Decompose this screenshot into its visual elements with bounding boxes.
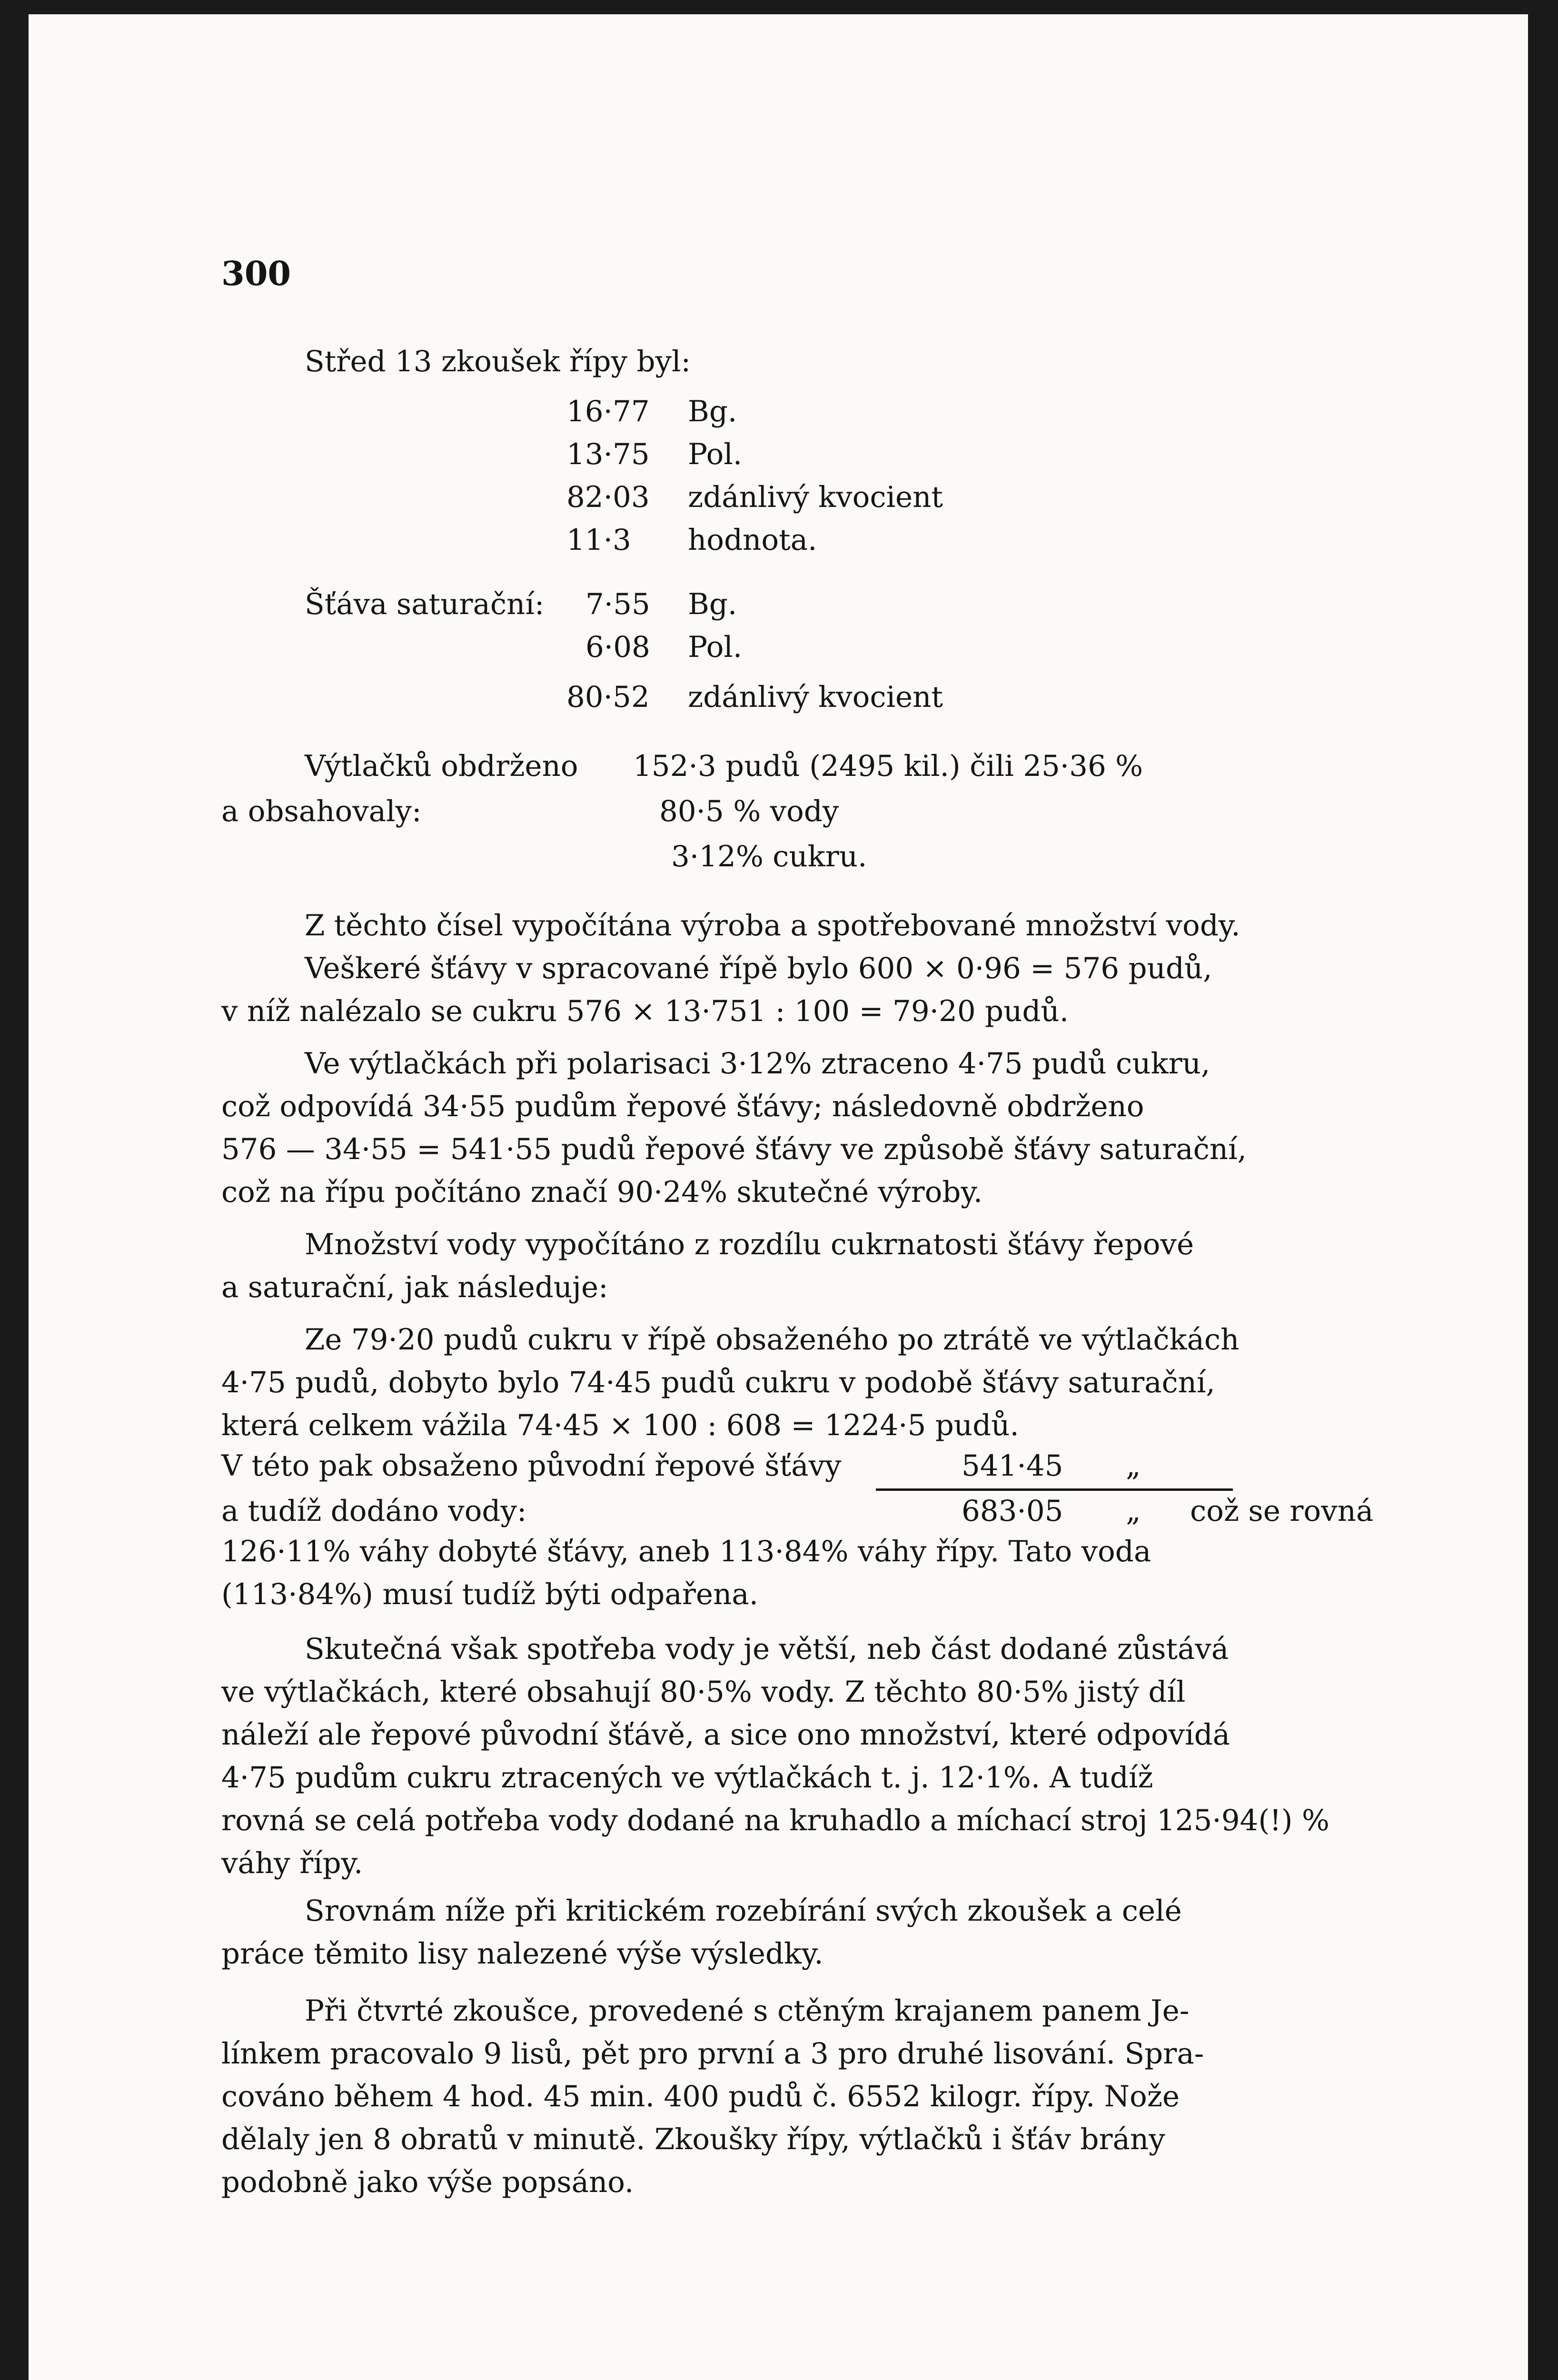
book-page xyxy=(29,14,1528,2380)
saturation-value: 7·55 xyxy=(585,587,650,621)
sample-label: Pol. xyxy=(688,437,743,471)
sample-summary-heading: Střed 13 zkoušek řípy byl: xyxy=(305,345,691,378)
saturation-value: 80·52 xyxy=(566,680,650,714)
press-cakes-label: Výtlačků obdrženo xyxy=(305,749,578,783)
sample-label: hodnota. xyxy=(688,523,817,557)
sample-label: zdánlivý kvocient xyxy=(688,480,943,514)
text-line: Množství vody vypočítáno z rozdílu cukrnatosti šťávy řepové xyxy=(305,1228,1194,1261)
saturation-label: zdánlivý kvocient xyxy=(688,680,943,714)
text-line: cováno během 4 hod. 45 min. 400 pudů č. 6552 kilogr. řípy. Nože xyxy=(221,2080,1180,2113)
saturation-label: Pol. xyxy=(688,630,743,664)
text-line: 4·75 pudů, dobyto bylo 74·45 pudů cukru v podobě šťávy saturační, xyxy=(221,1366,1215,1399)
text-line: což na řípu počítáno značí 90·24% skutečné výroby. xyxy=(221,1175,983,1209)
subtraction-value: 541·45 xyxy=(962,1449,1063,1483)
text-line: 4·75 pudům cukru ztracených ve výtlačkách t. j. 12·1%. A tudíž xyxy=(221,1761,1153,1795)
ditto-mark: „ xyxy=(1126,1494,1141,1528)
saturation-heading: Šťáva saturační: xyxy=(305,587,545,621)
text-line: 576 — 34·55 = 541·55 pudů řepové šťávy ve způsobě šťávy saturační, xyxy=(221,1132,1247,1166)
text-line: v níž nalézalo se cukru 576 × 13·751 : 100 = 79·20 pudů. xyxy=(221,994,1069,1028)
text-line: Ze 79·20 pudů cukru v řípě obsaženého po ztrátě ve výtlačkách xyxy=(305,1323,1240,1357)
text-line: podobně jako výše popsáno. xyxy=(221,2165,634,2199)
text-line: což odpovídá 34·55 pudům řepové šťávy; následovně obdrženo xyxy=(221,1090,1144,1123)
text-line: Veškeré šťávy v spracované řípě bylo 600 × 0·96 = 576 pudů, xyxy=(305,952,1212,985)
sample-value: 13·75 xyxy=(566,437,650,471)
text-line: línkem pracovalo 9 lisů, pět pro první a 3 pro druhé lisování. Spra- xyxy=(221,2037,1204,2071)
subtraction-tail: což se rovná xyxy=(1190,1494,1374,1528)
text-line: a saturační, jak následuje: xyxy=(221,1270,608,1304)
press-cakes-value: 80·5 % vody xyxy=(659,794,839,828)
text-line: náleží ale řepové původní šťávě, a sice ono množství, které odpovídá xyxy=(221,1718,1231,1752)
text-line: váhy řípy. xyxy=(221,1846,363,1880)
text-line: která celkem vážila 74·45 × 100 : 608 = 1224·5 pudů. xyxy=(221,1408,1019,1442)
text-line: rovná se celá potřeba vody dodané na kruhadlo a míchací stroj 125·94(!) % xyxy=(221,1804,1330,1837)
press-cakes-value: 3·12% cukru. xyxy=(671,840,867,873)
text-line: Skutečná však spotřeba vody je větší, neb část dodané zůstává xyxy=(305,1632,1229,1666)
sample-value: 16·77 xyxy=(566,395,650,428)
text-line: Srovnám níže při kritickém rozebírání svých zkoušek a celé xyxy=(305,1894,1182,1928)
subtraction-label: a tudíž dodáno vody: xyxy=(221,1494,527,1528)
text-line: Při čtvrté zkoušce, provedené s ctěným krajanem panem Je- xyxy=(305,1994,1190,2028)
sample-value: 11·3 xyxy=(566,523,631,557)
ditto-mark: „ xyxy=(1126,1449,1141,1483)
text-line: Z těchto čísel vypočítána výroba a spotřebované množství vody. xyxy=(305,909,1240,942)
text-line: (113·84%) musí tudíž býti odpařena. xyxy=(221,1577,759,1611)
press-cakes-label: a obsahovaly: xyxy=(221,794,422,828)
sample-value: 82·03 xyxy=(566,480,650,514)
text-line: dělaly jen 8 obratů v minutě. Zkoušky řípy, výtlačků i šťáv brány xyxy=(221,2122,1165,2156)
subtraction-value: 683·05 xyxy=(962,1494,1063,1528)
saturation-value: 6·08 xyxy=(585,630,650,664)
text-line: ve výtlačkách, které obsahují 80·5% vody. Z těchto 80·5% jistý díl xyxy=(221,1675,1186,1709)
page-number: 300 xyxy=(221,254,291,293)
text-line: 126·11% váhy dobyté šťávy, aneb 113·84% váhy řípy. Tato voda xyxy=(221,1535,1151,1568)
text-line: Ve výtlačkách při polarisaci 3·12% ztraceno 4·75 pudů cukru, xyxy=(305,1047,1211,1081)
saturation-label: Bg. xyxy=(688,587,737,621)
press-cakes-value: 152·3 pudů (2495 kil.) čili 25·36 % xyxy=(633,749,1143,783)
text-line: práce těmito lisy nalezené výše výsledky. xyxy=(221,1937,824,1971)
sample-label: Bg. xyxy=(688,395,737,428)
subtraction-label: V této pak obsaženo původní řepové šťávy xyxy=(221,1449,842,1483)
